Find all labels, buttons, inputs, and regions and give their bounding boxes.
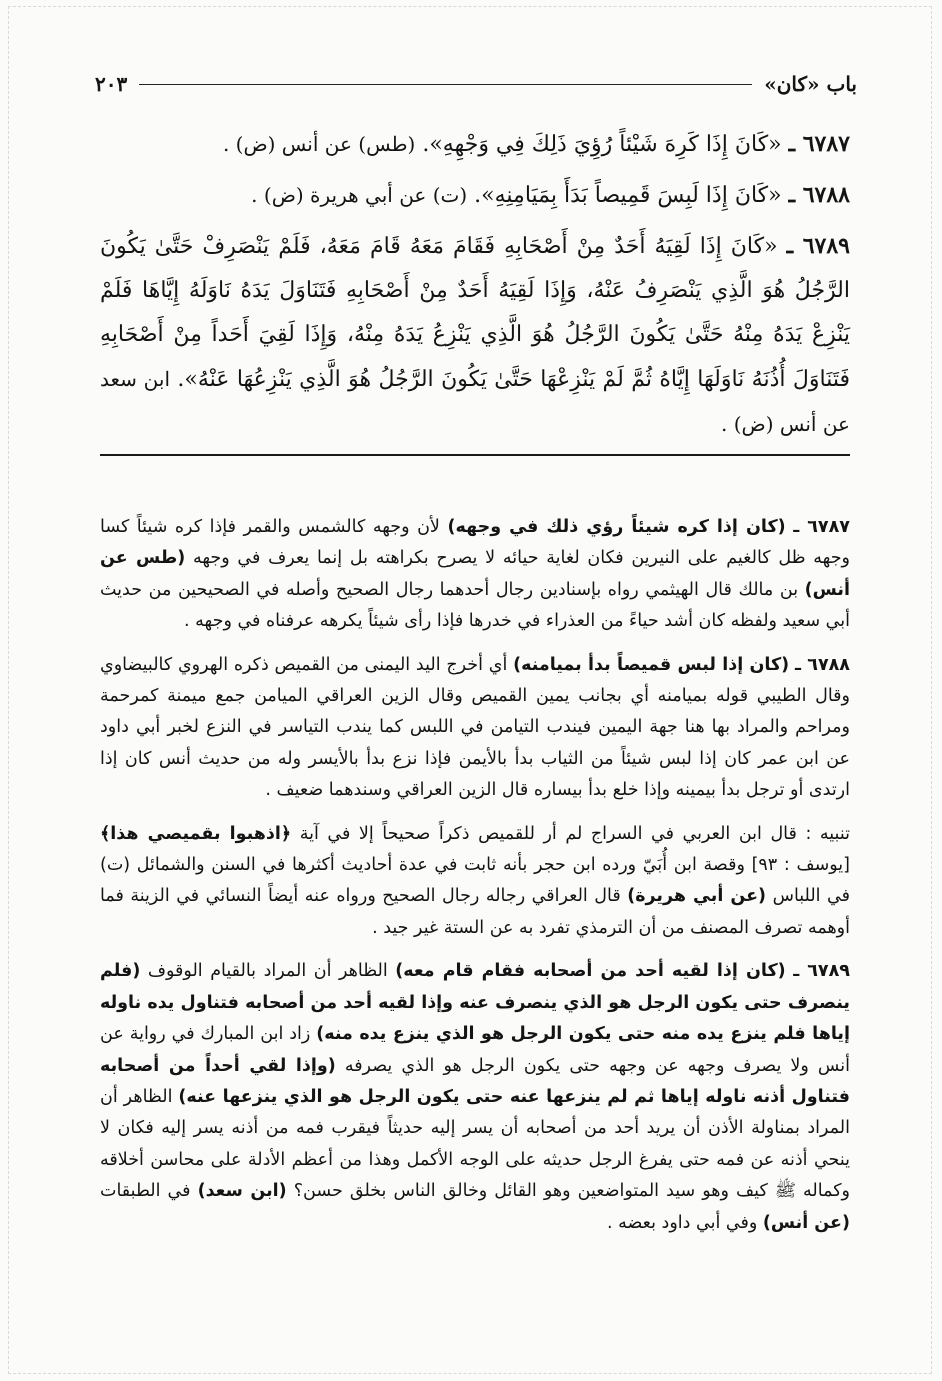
commentary-text: لأن وجهه كالشمس والقمر فإذا كره شيئاً كسا وجهه ظل كالغيم على النيرين فكان لغاية حيائه لا يصرح بكراهته بل إنما يعرف في وجهه [100,517,850,569]
commentary-section [100,512,850,1251]
tanbih-label: تنبيه : [805,823,850,844]
commentary-text: بن مالك قال الهيثمي رواه بإسنادين رجال أحدهما رجال الصحيح وأصله في الصحيحين من حديث أبي سعيد ولفظه كان أشد حياءً من العذراء في خدرها فإذا رأى شيئاً يكرهه عرفناه في وجهه . [100,579,850,632]
hadith-6787 [100,122,850,167]
page-number: ٢٠٣ [95,72,128,96]
chapter-title: باب «كان» [764,72,857,96]
hadith-number: ٦٧٨٧ ـ [788,131,850,157]
commentary-ref: (عن أنس) [762,1212,850,1233]
commentary-number: ٦٧٨٧ ـ [793,517,850,537]
commentary-text: زاد ابن المبارك في رواية عن أنس ولا يصرف وجهه عن وجهه حتى يكون الرجل هو الذي يصرفه [100,1024,850,1076]
commentary-ref: (عن أبي هريرة) [627,886,767,907]
commentary-text: قال ابن العربي في السراج لم أر للقميص ذكراً صحيحاً إلا في آية [299,823,797,844]
commentary-text: الظاهر أن المراد بالقيام الوقوف [147,961,388,982]
hadith-number: ٦٧٨٨ ـ [788,182,850,208]
commentary-number: ٦٧٨٩ ـ [793,961,850,982]
commentary-text: في الطبقات [100,1181,191,1202]
commentary-ref: (طس عن أنس) [100,548,850,600]
commentary-ref: (ابن سعد) [197,1181,287,1202]
hadith-text: «كَانَ إِذَا لَبِسَ قَمِيصاً بَدَأَ بِمَيَامِنِهِ». [474,183,782,208]
commentary-tanbih [100,819,850,945]
commentary-text: الظاهر أن المراد بمناولة الأذن أن يريد أحد من أصحابه أن يسر إليه حديثاً فيقرب فمه من أذنه يسر إليه فكان لا ينحي أذنه عن فمه حتى يفرغ الرجل حديثه على الوجه الأكمل وهذا من أعظم الأدلة على محاسن أخلاقه وكماله ﷺ كيف وهو سيد المتواضعين وهو القائل وخالق الناس بخلق حسن؟ [100,1086,850,1202]
commentary-6788 [100,650,850,807]
commentary-text: [يوسف : ٩٣] وقصة ابن أُبَيّ ورده ابن حجر بأنه ثابت في عدة أحاديث أكثرها في السنن والشمائل (ت) في اللباس [100,855,850,907]
commentary-lemma: (كان إذا لقيه أحد من أصحابه فقام قام معه) [395,961,786,982]
quran-ayah: ﴿اذهبوا بقميصي هذا﴾ [100,823,292,844]
hadith-source: ابن سعد عن أنس (ض) . [100,367,850,436]
hadith-6788 [100,173,850,218]
commentary-text: أي أخرج اليد اليمنى من القميص ذكره الهروي كالبيضاوي وقال الطيبي قوله بميامنه أي بجانب يمين القميص وقال الزين العراقي الميامن جمع ميمنة كمرحمة ومراحم والمراد بها هنا جهة اليمين فيندب التيامن في اللبس كما يندب التياسر في النزع لخبر أبي داود عن ابن عمر كان إذا لبس شيئاً من الثياب بدأ بالأيمن فإذا نزع بدأ بالأيسر وله من حديث أنس كان إذا ارتدى أو ترجل بدأ بيمينه وإذا خلع بدأ بيساره قال الزين العراقي وسندهما ضعيف . [100,654,850,801]
running-head [95,66,857,102]
hadith-text: «كَانَ إِذَا لَقِيَهُ أَحَدٌ مِنْ أَصْحَابِهِ فَقَامَ مَعَهُ قَامَ مَعَهُ، فَلَمْ يَنْصَرِفْ حَتَّىٰ يَكُونَ الرَّجُلُ هُوَ الَّذِي يَنْصَرِفُ عَنْهُ، وَإِذَا لَقِيَهُ أَحَدٌ مِنْ أَصْحَابِهِ فَتَنَاوَلَ يَدَهُ نَاوَلَهُ إِيَّاهَا فَلَمْ يَنْزِعْ يَدَهُ مِنْهُ حَتَّىٰ يَكُونَ الرَّجُلُ هُوَ الَّذِي يَنْزِعُ يَدَهُ مِنْهُ، وَإِذَا لَقِيَ أَحَداً مِنْ أَصْحَابِهِ فَتَنَاوَلَ أُذُنَهُ نَاوَلَهَا إِيَّاهُ ثُمَّ لَمْ يَنْزِعْهَا حَتَّىٰ يَكُونَ الرَّجُلُ هُوَ الَّذِي يَنْزِعُهَا عَنْهُ». [100,234,850,392]
commentary-6787 [100,512,850,638]
hadith-source: (ت) عن أبي هريرة (ض) . [251,183,468,207]
commentary-lemma: (كان إذا كره شيئاً رؤي ذلك في وجهه) [447,517,786,537]
hadith-text-section [100,122,850,453]
hadith-number: ٦٧٨٩ ـ [786,233,850,259]
hadith-6789 [100,224,850,447]
commentary-number: ٦٧٨٨ ـ [794,654,850,675]
commentary-text: وفي أبي داود بعضه . [607,1212,758,1233]
hadith-text: «كَانَ إِذَا كَرِهَ شَيْئاً رُؤِيَ ذَلِكَ فِي وَجْهِهِ». [422,132,782,157]
section-divider [100,454,850,456]
header-rule [139,83,752,85]
commentary-lemma: (وإذا لقي أحداً من أصحابه فتناول أذنه ناوله إياها ثم لم ينزعها عنه حتى يكون الرجل هو الذي ينزعها عنه) [100,1055,850,1107]
commentary-6789 [100,956,850,1239]
hadith-source: (طس) عن أنس (ض) . [222,132,416,156]
commentary-text: قال العراقي رجاله رجال الصحيح ورواه عنه أيضاً النسائي في الزينة فما أوهمه تصرف المصنف من أن الترمذي تفرد به عن الستة غير جيد . [100,886,850,938]
commentary-lemma: (كان إذا لبس قميصاً بدأ بميامنه) [513,654,790,675]
commentary-lemma: (فلم ينصرف حتى يكون الرجل هو الذي ينصرف عنه وإذا لقيه أحد من أصحابه فتناول يده ناوله إياها فلم ينزع يده منه حتى يكون الرجل هو الذي ينزع يده منه) [100,961,850,1045]
